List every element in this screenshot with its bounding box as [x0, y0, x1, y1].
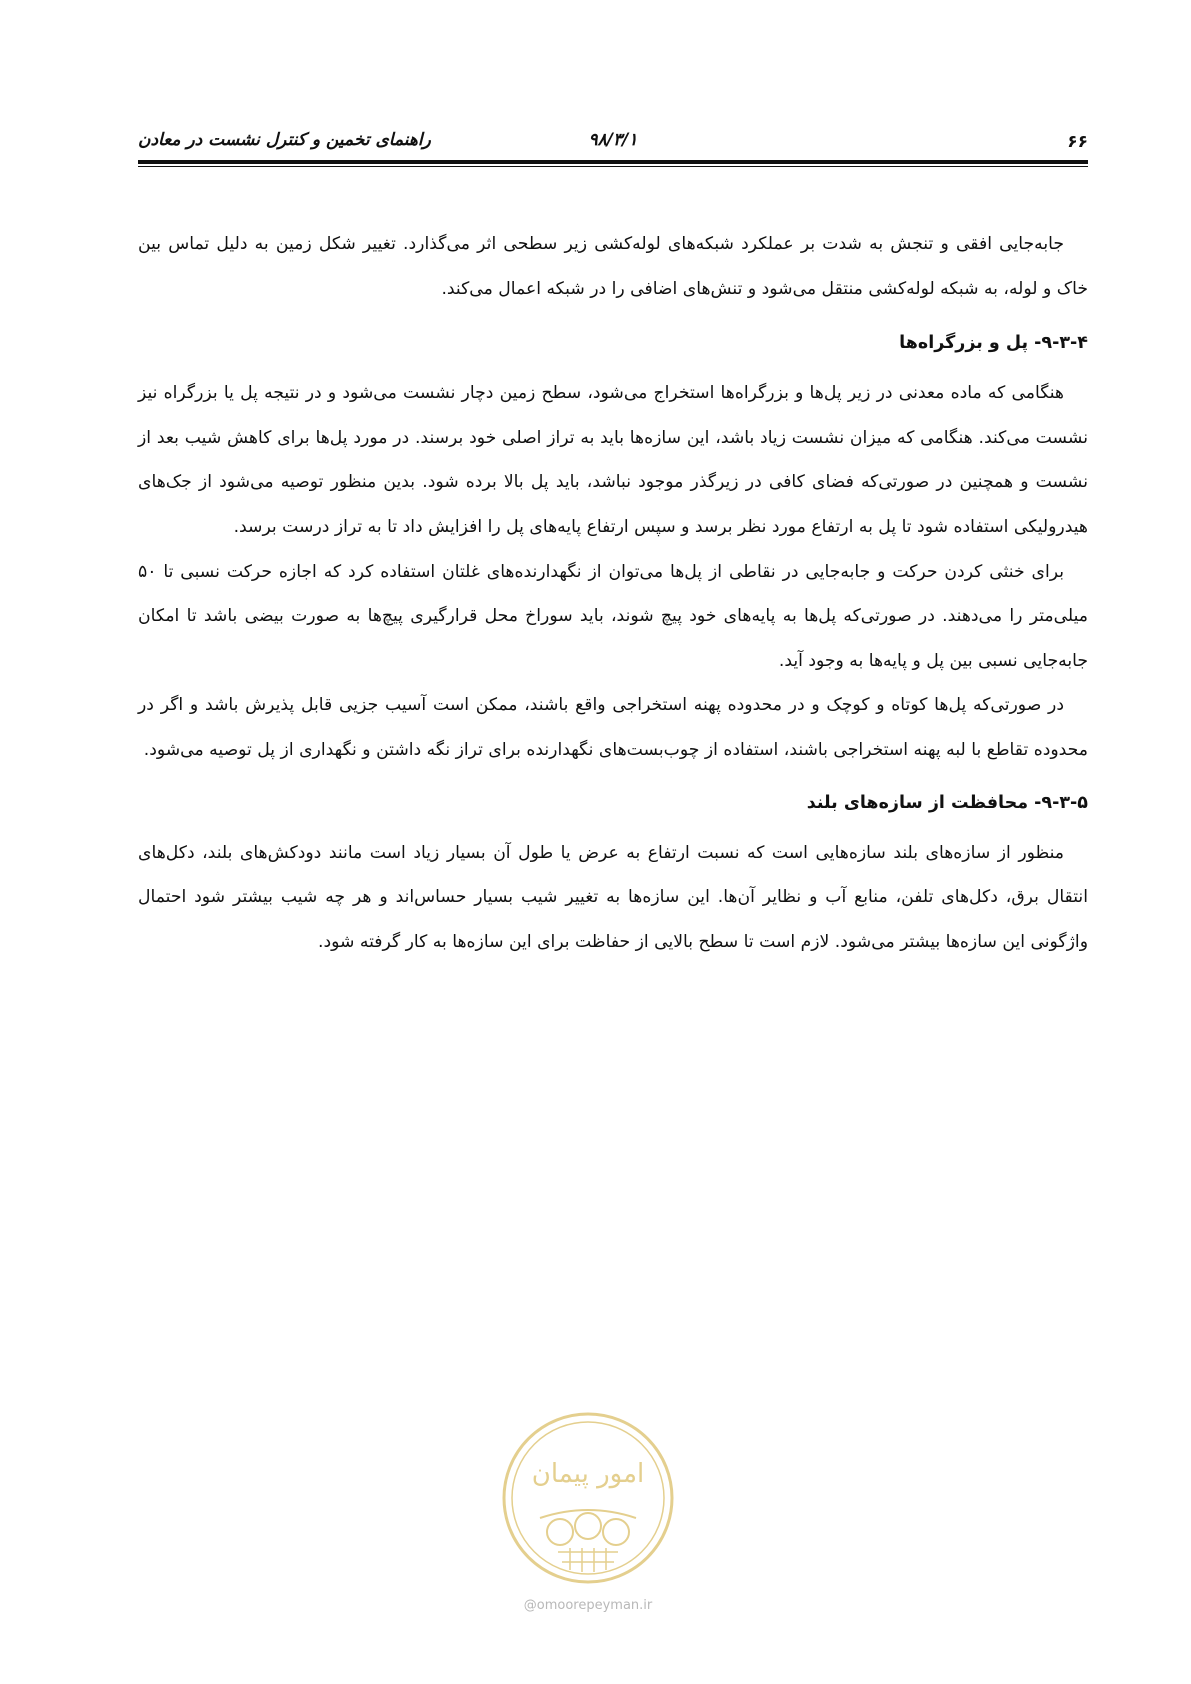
header-date: ۹۸/۳/۱	[588, 130, 638, 150]
body-text	[138, 222, 1088, 964]
paragraph-bridges-1: هنگامی که ماده معدنی در زیر پل‌ها و بزرگراه‌ها استخراج می‌شود، سطح زمین دچار نشست می‌شود و در نتیجه پل یا بزرگراه نیز نشست می‌کند. هنگامی که میزان نشست زیاد باشد، این سازه‌ها باید به تراز اصلی خود برسند. در مورد پل‌ها برای کاهش شیب بعد از نشست و همچنین در صورتی‌که فضای کافی در زیرگذر موجود نباشد، باید پل بالا برده شود. بدین منظور توصیه می‌شود از جک‌های هیدرولیکی استفاده شود تا پل به ارتفاع مورد نظر برسد و سپس ارتفاع پایه‌های پل را افزایش داد تا به تراز درست برسد.	[138, 383, 1088, 537]
paragraph-bridges-2: برای خنثی کردن حرکت و جابه‌جایی در نقاطی از پل‌ها می‌توان از نگهدارنده‌های غلتان استفاده کرد که اجازه حرکت نسبی تا ۵۰ میلی‌متر را می‌دهند. در صورتی‌که پل‌ها به پایه‌های خود پیچ شوند، باید سوراخ محل قرارگیری پیچ‌ها به صورت بیضی باشد تا امکان جابه‌جایی نسبی بین پل و پایه‌ها به وجود آید.	[138, 561, 1088, 671]
header-rule-thin	[138, 166, 1088, 167]
section-heading-bridges: ۹-۳-۴- پل و بزرگراه‌ها	[899, 333, 1088, 354]
paragraph-tall-structures: منظور از سازه‌های بلند سازه‌هایی است که نسبت ارتفاع به عرض یا طول آن بسیار زیاد است مانند دودکش‌های بلند، دکل‌های انتقال برق، دکل‌های تلفن، منابع آب و نظایر آن‌ها. این سازه‌ها به تغییر شیب بسیار حساس‌اند و هر چه شیب بیشتر شود احتمال واژگونی این سازه‌ها بیشتر می‌شود. لازم است تا سطح بالایی از حفاظت برای این سازه‌ها به کار گرفته شود.	[138, 842, 1088, 952]
watermark-logo	[500, 1410, 676, 1586]
header-rule-thick	[138, 160, 1088, 164]
paragraph-bridges-3: در صورتی‌که پل‌ها کوتاه و کوچک و در محدوده پهنه استخراجی واقع باشند، ممکن است آسیب جزیی قابل پذیرش باشد و اگر در محدوده تقاطع با لبه پهنه استخراجی باشند، استفاده از چوب‌بست‌های نگهدارنده برای تراز نگه داشتن و نگهداری از پل توصیه می‌شود.	[138, 695, 1088, 760]
section-heading-tall-structures: ۹-۳-۵- محافظت از سازه‌های بلند	[806, 792, 1088, 813]
paragraph-pipelines: جابه‌جایی افقی و تنجش به شدت بر عملکرد شبکه‌های لوله‌کشی زیر سطحی اثر می‌گذارد. تغییر شکل زمین به دلیل تماس بین خاک و لوله، به شبکه لوله‌کشی منتقل می‌شود و تنش‌های اضافی را در شبکه اعمال می‌کند.	[138, 234, 1088, 299]
watermark-logo-text: امور پیمان	[531, 1459, 645, 1489]
watermark-url: @omoorepeyman.ir	[523, 1598, 653, 1613]
page-header	[138, 128, 1088, 158]
running-title: راهنمای تخمین و کنترل نشست در معادن	[138, 130, 431, 150]
page-number: ۶۶	[1067, 132, 1088, 152]
